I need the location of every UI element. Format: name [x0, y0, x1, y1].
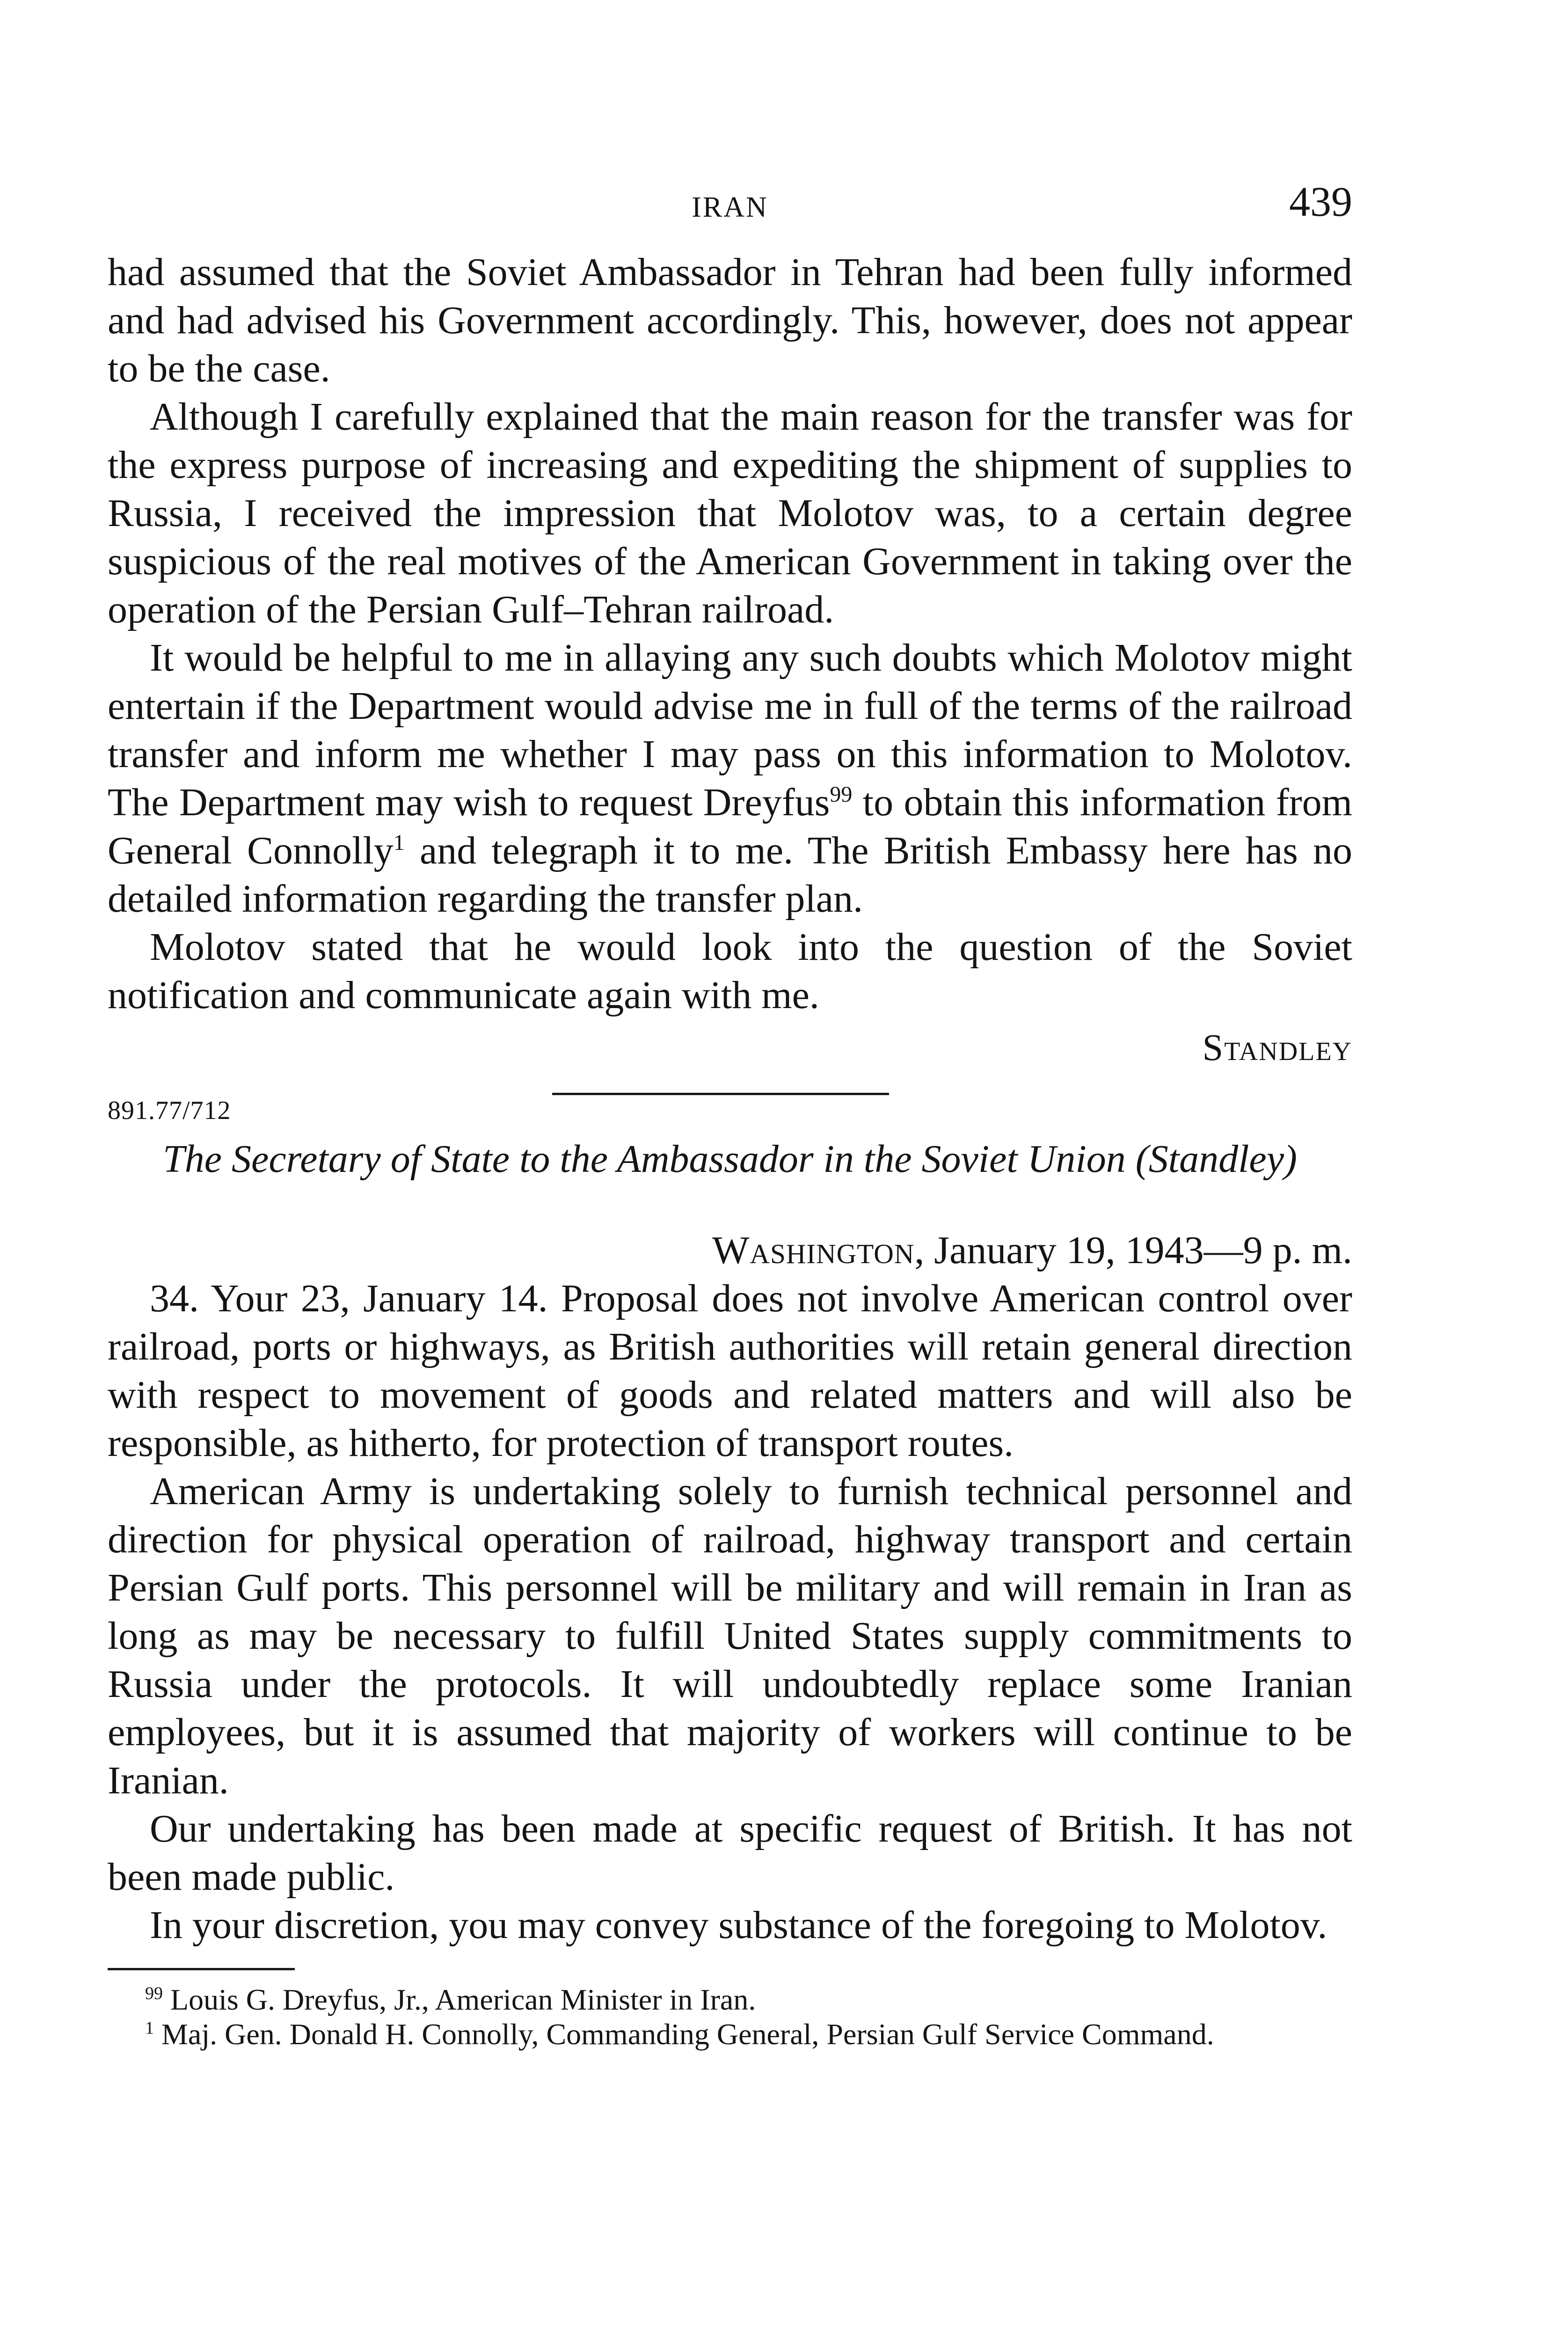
paragraph: 34. Your 23, January 14. Proposal does not involve American control over railroad, ports or highways, as British authorities will retain general direction with respect to movement of goods and related matters and will also be responsible, as hitherto, for protection of transport routes.: [108, 1277, 1352, 1465]
paragraph-text: It would be helpful to me in allaying any such doubts which Molotov might entertain if the Department would advise me in full of the terms of the railroad transfer and inform me whether I may pass on this information to Molotov. The Department may wish to request Dreyfus: [108, 636, 1352, 824]
footnote-marker: 99: [145, 1983, 163, 2004]
paragraph-text: and telegraph it to me. The British Embassy here has no detailed information regarding the transfer plan.: [108, 829, 1352, 921]
footnote-rule: [108, 1968, 295, 1970]
footnote-text: Maj. Gen. Donald H. Connolly, Commanding General, Persian Gulf Service Command.: [154, 2018, 1214, 2051]
dateline-place: Washington: [712, 1228, 915, 1272]
footnote-ref: 1: [393, 830, 405, 855]
footnote-text: Louis G. Dreyfus, Jr., American Minister in Iran.: [163, 1983, 756, 2016]
paragraph: American Army is undertaking solely to furnish technical personnel and direction for physical operation of railroad, highway transport and certain Persian Gulf ports. This personnel will be military and will remain in Iran as long as may be necessary to fulfill United States supply commitments to Russia under the protocols. It will undoubtedly replace some Iranian employees, but it is assumed that majority of workers will continue to be Iranian.: [108, 1470, 1352, 1802]
dateline-date: , January 19, 1943—9 p. m.: [914, 1228, 1352, 1272]
dateline: [108, 1226, 1352, 1274]
paragraph-text: to obtain this information from General Connolly: [108, 781, 1352, 872]
paragraph: Molotov stated that he would look into the question of the Soviet notification and communicate again with me.: [108, 925, 1352, 1017]
paragraph: had assumed that the Soviet Ambassador in Tehran had been fully informed and had advised his Government accordingly. This, however, does not appear to be the case.: [108, 250, 1352, 390]
footnotes: [108, 1982, 1352, 2052]
signature: Standley: [1202, 1027, 1352, 1068]
running-head: [108, 178, 1352, 248]
letter-continuation: [108, 248, 1352, 1072]
file-number: 891.77/712: [108, 1096, 231, 1125]
paragraph: [108, 634, 1352, 923]
paragraph: Our undertaking has been made at specific request of British. It has not been made public.: [108, 1807, 1352, 1899]
book-page: [108, 178, 1352, 2052]
telegram-body: [108, 1274, 1352, 1949]
document-title: The Secretary of State to the Ambassador in the Soviet Union (Standley): [163, 1137, 1297, 1181]
footnote: [108, 1982, 1352, 2017]
footnote-ref: 99: [830, 782, 853, 807]
running-title: IRAN: [692, 191, 768, 223]
document-header: [108, 1079, 1352, 1135]
footnote: [108, 2017, 1352, 2052]
footnote-marker: 1: [145, 2018, 154, 2038]
separator-rule: [552, 1093, 889, 1095]
page-number: 439: [1289, 179, 1352, 225]
paragraph: In your discretion, you may convey substance of the foregoing to Molotov.: [150, 1903, 1327, 1947]
paragraph: Although I carefully explained that the main reason for the transfer was for the express purpose of increasing and expediting the shipment of supplies to Russia, I received the impression that Molotov was, to a certain degree suspicious of the real motives of the American Government in taking over the operation of the Persian Gulf–Tehran railroad.: [108, 395, 1352, 631]
